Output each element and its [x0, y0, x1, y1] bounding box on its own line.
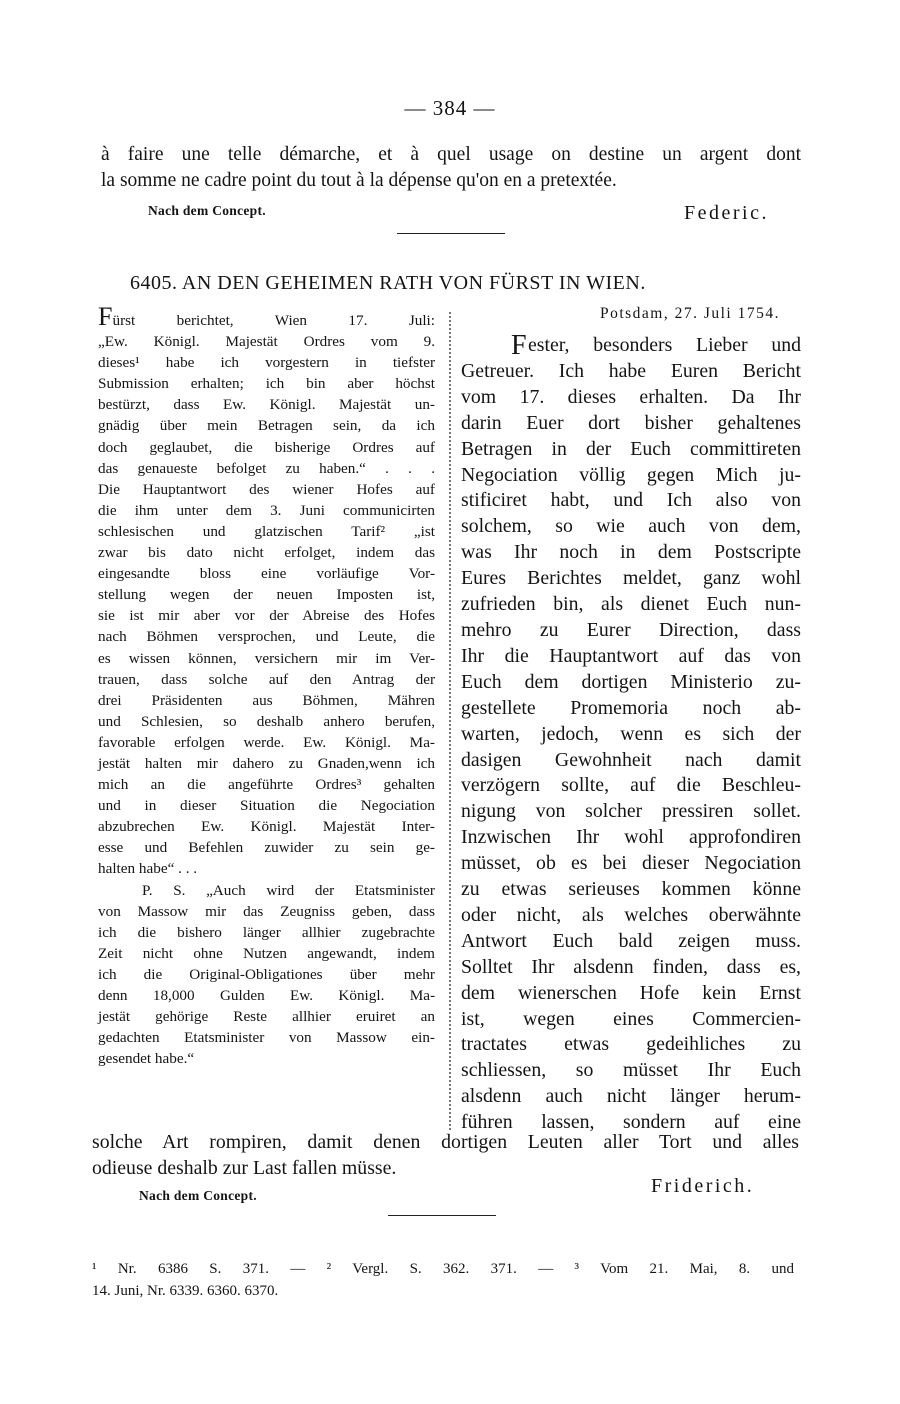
text-line: Fürst berichtet, Wien 17. Juli: — [98, 302, 435, 331]
text-line: Negociation völlig gegen Mich ju- — [461, 463, 801, 486]
postscript-line: jestät gehörige Reste allhier eruiret an — [98, 1008, 435, 1026]
postscript-line: von Massow mir das Zeugniss geben, dass — [98, 902, 435, 920]
postscript-line: gedachten Etatsminister von Massow ein- — [98, 1029, 435, 1047]
text-line: zufrieden bin, als dienet Euch nun- — [461, 593, 801, 616]
text-line: dasigen Gewohnheit nach damit — [461, 748, 801, 771]
text-line: mehro zu Eurer Direction, dass — [461, 618, 801, 641]
text-line: oder nicht, als welches oberwähnte — [461, 903, 801, 926]
postscript-line: Zeit nicht ohne Nutzen angewandt, indem — [98, 944, 435, 962]
text-line: alsdenn auch nicht länger herum- — [461, 1085, 801, 1108]
text-line: abzubrechen Ew. Königl. Majestät Inter- — [98, 818, 435, 836]
text-line: jestät halten mir dahero zu Gnaden,wenn ich — [98, 754, 435, 772]
text-line: zu etwas serieuses kommen könne — [461, 878, 801, 901]
footnote-line: 14. Juni, Nr. 6339. 6360. 6370. — [92, 1283, 279, 1299]
text-line: nach Böhmen versprochen, und Leute, die — [98, 628, 435, 646]
text-line: stificiret habt, und Ich also von — [461, 489, 801, 512]
text-line: Ihr die Hauptantwort auf das von — [461, 644, 801, 667]
text-line: und in dieser Situation die Negociation — [98, 797, 435, 815]
text-line: sie ist mir aber vor der Abreise des Hofes — [98, 607, 435, 625]
report-excerpt — [98, 302, 435, 1069]
place-date: Potsdam, 27. Juli 1754. — [599, 305, 780, 322]
footnotes — [92, 1258, 794, 1302]
text-line: favorable erfolgen werde. Ew. Königl. Ma- — [98, 733, 435, 751]
text-line: bestürzt, dass Ew. Königl. Majestät un- — [98, 396, 435, 414]
text-line: Euch dem dortigen Ministerio zu- — [461, 670, 801, 693]
text-line: darin Euer dort bisher gehaltenes — [461, 411, 801, 434]
text-line: und Schlesien, so deshalb anhero berufen, — [98, 712, 435, 730]
text-line: Inzwischen Ihr wohl approfondiren — [461, 826, 801, 849]
postscript-line: P. S. „Auch wird der Etatsminister — [142, 881, 435, 899]
text-line: müsset, ob es bei dieser Negociation — [461, 852, 801, 875]
letter-heading: 6405. AN DEN GEHEIMEN RATH VON FÜRST IN WIEN. — [130, 272, 646, 294]
text-line: solche Art rompiren, damit denen dortigen Leuten aller Tort und alles — [92, 1131, 799, 1153]
text-line: warten, jedoch, wenn es sich der — [461, 722, 801, 745]
text-line: Betragen in der Euch committireten — [461, 437, 801, 460]
text-line: gestellete Promemoria noch ab- — [461, 696, 801, 719]
text-line: es wissen können, versichern mir im Ver- — [98, 649, 435, 667]
text-line: Solltet Ihr alsdenn finden, dass es, — [461, 955, 801, 978]
text-line: stellung wegen der neuen Imposten ist, — [98, 586, 435, 604]
drop-cap: F — [511, 330, 527, 361]
text-line: verzögern sollte, auf die Beschleu- — [461, 774, 801, 797]
text-line: à faire une telle démarche, et à quel usage on destine un argent dont — [101, 144, 801, 165]
footnote-line: ¹ Nr. 6386 S. 371. — ² Vergl. S. 362. 371. — ³ Vom 21. Mai, 8. und — [92, 1261, 794, 1277]
text-line: vom 17. dieses erhalten. Da Ihr — [461, 385, 801, 408]
text-line: was Ihr noch in dem Postscripte — [461, 541, 801, 564]
text-line: esse und Befehlen zuwider zu sein ge- — [98, 839, 435, 857]
source-note: Nach dem Concept. — [148, 203, 266, 218]
drop-cap: F — [98, 302, 113, 331]
text-line: trauen, dass solche auf den Antrag der — [98, 670, 435, 688]
text-line: dem wienerschen Hofe kein Ernst — [461, 981, 801, 1004]
separator-rule — [397, 233, 505, 234]
letter-body — [461, 330, 801, 1136]
text-line: mich an die angeführte Ordres³ gehalten — [98, 776, 435, 794]
postscript-line: ich die Original-Obligationes über mehr — [98, 965, 435, 983]
text-line: doch geglaubet, die bisherige Ordres auf — [98, 438, 435, 456]
source-note: Nach dem Concept. — [139, 1188, 257, 1203]
text-line: odieuse deshalb zur Last fallen müsse. — [92, 1156, 397, 1179]
signature: Friderich. — [651, 1175, 755, 1197]
postscript-line: gesendet habe.“ — [98, 1050, 195, 1068]
text-line: Antwort Euch bald zeigen muss. — [461, 929, 801, 952]
separator-rule — [388, 1215, 496, 1216]
text-line: Eures Berichtes meldet, ganz wohl — [461, 567, 801, 590]
text-line: drei Präsidenten aus Böhmen, Mähren — [98, 691, 435, 709]
text-line: Getreuer. Ich habe Euren Bericht — [461, 359, 801, 382]
text-line: führen lassen, sondern auf eine — [461, 1111, 801, 1134]
text-line: gnädig über mein Betragen sein, da ich — [98, 417, 435, 435]
text-line: eingesandte bloss eine vorläufige Vor- — [98, 565, 435, 583]
signature: Federic. — [684, 202, 769, 224]
postscript-line: ich die bishero länger allhier zugebrachte — [98, 923, 435, 941]
text-line: F ester, besonders Lieber und — [511, 330, 801, 361]
column-divider — [449, 312, 451, 1130]
text-line: la somme ne cadre point du tout à la dépense qu'on en a pretextée. — [101, 170, 617, 191]
text-line: ist, wegen eines Commercien- — [461, 1007, 801, 1030]
text-line: halten habe“ . . . — [98, 860, 198, 878]
postscript-line: denn 18,000 Gulden Ew. Königl. Ma- — [98, 987, 435, 1004]
text-line: „Ew. Königl. Majestät Ordres vom 9. — [98, 333, 435, 351]
previous-letter-text — [101, 142, 801, 194]
text-line: das genaueste befolget zu haben.“ . . . — [98, 459, 435, 477]
text-line: schlesischen und glatzischen Tarif² „ist — [98, 522, 435, 540]
text-line: dieses¹ habe ich vorgestern in tiefster — [98, 354, 435, 372]
text-line: Submission erhalten; ich bin aber höchst — [98, 375, 435, 393]
text-line: zwar bis dato nicht erfolget, indem das — [98, 544, 435, 562]
text-line: tractates etwas gedeihliches zu — [461, 1033, 801, 1056]
text-line: die ihm unter dem 3. Juni communicirten — [98, 501, 435, 519]
text-line: schliessen, so müsset Ihr Euch — [461, 1059, 801, 1082]
text-line: nigung von solcher pressiren sollet. — [461, 800, 801, 823]
page-number: — 384 — — [404, 96, 496, 120]
text-line: Die Hauptantwort des wiener Hofes auf — [98, 480, 435, 498]
text-line: solchem, so wie auch von dem, — [461, 515, 801, 538]
